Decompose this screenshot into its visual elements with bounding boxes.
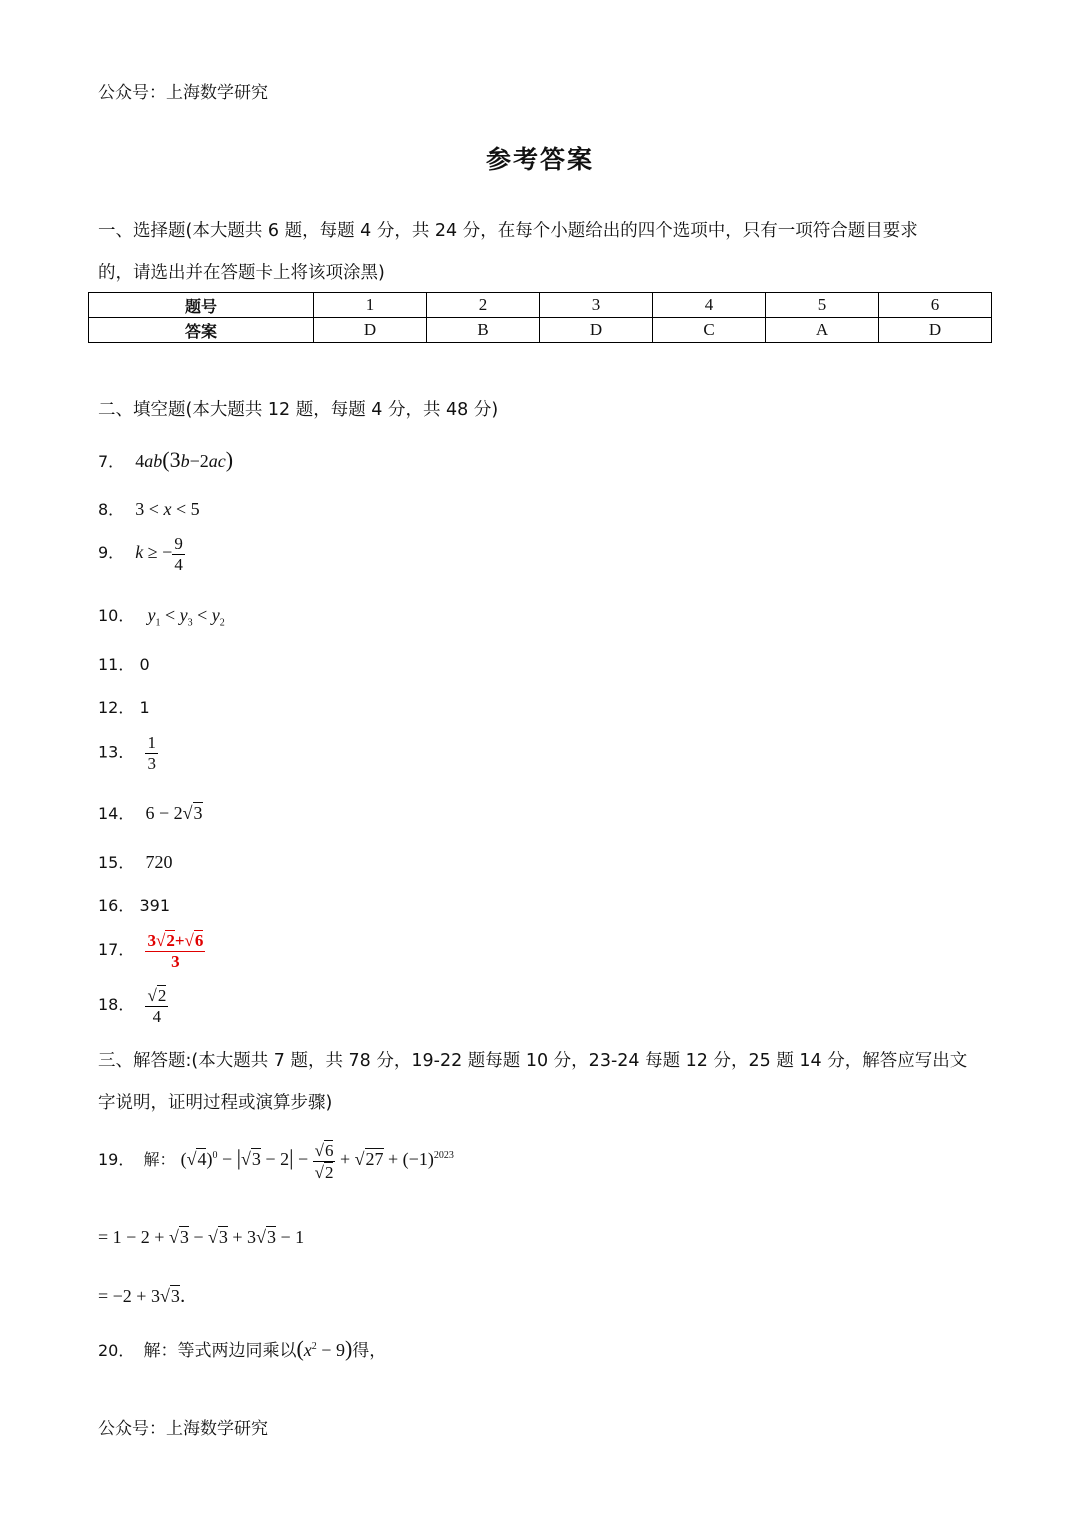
answer-value: 0 xyxy=(139,655,150,674)
question-number: 11． xyxy=(98,655,135,674)
question-number: 7． xyxy=(98,452,125,471)
section1-heading-line1: 一、选择题(本大题共 6 题，每题 4 分，共 24 分，在每个小题给出的四个选项中，只有一项符合题目要求 xyxy=(98,221,918,241)
answer-15 xyxy=(98,850,172,873)
solution-19-step2: = 1 − 2 + √3 − √3 + 3√3 − 1 xyxy=(98,1227,305,1247)
table-cell-answer: D xyxy=(879,318,992,343)
question-number: 15． xyxy=(98,853,135,872)
question-number: 17． xyxy=(98,940,135,960)
answer-9 xyxy=(98,534,185,574)
question-number: 16． xyxy=(98,896,135,915)
fraction: $\frac{√2}{4}$ xyxy=(147,986,167,1026)
solution-text: 解：等式两边同乘以 xyxy=(143,1341,297,1361)
table-cell-answer: D xyxy=(314,318,427,343)
fraction: $\frac{1}{3}$ xyxy=(147,733,156,773)
solution-expression: $(√4)^0 - |√3 - 2|$ − $\frac{√6}{√2}$ + $√27 + (-1)^{2023}$ xyxy=(180,1141,454,1182)
table-cell-number: 6 xyxy=(879,293,992,318)
section3-heading-line1: 三、解答题:(本大题共 7 题，共 78 分，19-22 题每题 10 分，23-24 每题 12 分，25 题 14 分，解答应写出文 xyxy=(98,1051,968,1071)
question-number: 12． xyxy=(98,698,135,717)
table-cell-answer: C xyxy=(653,318,766,343)
table-cell-number: 5 xyxy=(766,293,879,318)
solution-19 xyxy=(98,1140,454,1182)
section3-heading-line2: 字说明，证明过程或演算步骤) xyxy=(98,1093,333,1113)
table-row-label: 题号 xyxy=(89,293,314,318)
question-number: 20． xyxy=(98,1341,135,1360)
answer-14 xyxy=(98,801,203,824)
table-cell-answer: B xyxy=(427,318,540,343)
answer-expression: 6 − 2√3 xyxy=(145,803,203,823)
answer-value: 391 xyxy=(139,896,171,915)
page-header: 公众号：上海数学研究 xyxy=(98,83,268,103)
question-number: 18． xyxy=(98,995,135,1015)
answer-expression: 4ab(3b−2ac) xyxy=(135,447,234,472)
solution-label: 解： xyxy=(143,1150,176,1170)
table-row-label: 答案 xyxy=(89,318,314,343)
solution-20 xyxy=(98,1336,386,1362)
answer-13 xyxy=(98,733,158,773)
answer-value: 720 xyxy=(145,852,173,872)
answer-table xyxy=(88,292,992,343)
answer-10 xyxy=(98,603,225,629)
table-row xyxy=(89,293,992,318)
section1-heading-line2: 的，请选出并在答题卡上将该项涂黑) xyxy=(98,263,385,283)
fraction: $\frac{√6}{√2}$ xyxy=(314,1141,334,1182)
section2-heading: 二、填空题(本大题共 12 题，每题 4 分，共 48 分) xyxy=(98,400,499,420)
solution-19-step3: = −2 + 3√3． xyxy=(98,1286,198,1306)
question-number: 10． xyxy=(98,606,135,625)
table-cell-number: 4 xyxy=(653,293,766,318)
answer-value: 1 xyxy=(139,698,150,717)
answer-expression: k ≥ − $\frac{9}{4}$ xyxy=(135,534,183,574)
fraction-highlighted: $\frac{3√2+√6}{3}$ xyxy=(147,931,204,971)
table-cell-number: 2 xyxy=(427,293,540,318)
question-number: 8． xyxy=(98,500,125,519)
fraction: $\frac{9}{4}$ xyxy=(174,534,183,574)
table-cell-number: 1 xyxy=(314,293,427,318)
page-footer: 公众号：上海数学研究 xyxy=(98,1419,268,1439)
solution-text: 得， xyxy=(352,1341,387,1361)
table-row xyxy=(89,318,992,343)
question-number: 13． xyxy=(98,742,135,762)
answer-7 xyxy=(98,447,233,473)
solution-expression: $(x^2 - 9)$ xyxy=(296,1336,353,1361)
question-number: 14． xyxy=(98,804,135,823)
table-cell-answer: D xyxy=(540,318,653,343)
answer-11 xyxy=(98,652,150,675)
question-number: 9． xyxy=(98,543,125,563)
answer-12 xyxy=(98,695,150,718)
answer-expression: 3 < x < 5 xyxy=(135,499,200,519)
answer-8 xyxy=(98,497,200,520)
answer-16 xyxy=(98,893,170,916)
answer-17 xyxy=(98,930,205,971)
page-title: 参考答案 xyxy=(485,145,594,174)
table-cell-number: 3 xyxy=(540,293,653,318)
table-cell-answer: A xyxy=(766,318,879,343)
answer-18 xyxy=(98,985,168,1026)
question-number: 19． xyxy=(98,1150,135,1170)
answer-expression: $y_1 < y_3 < y_2$ xyxy=(147,605,225,629)
